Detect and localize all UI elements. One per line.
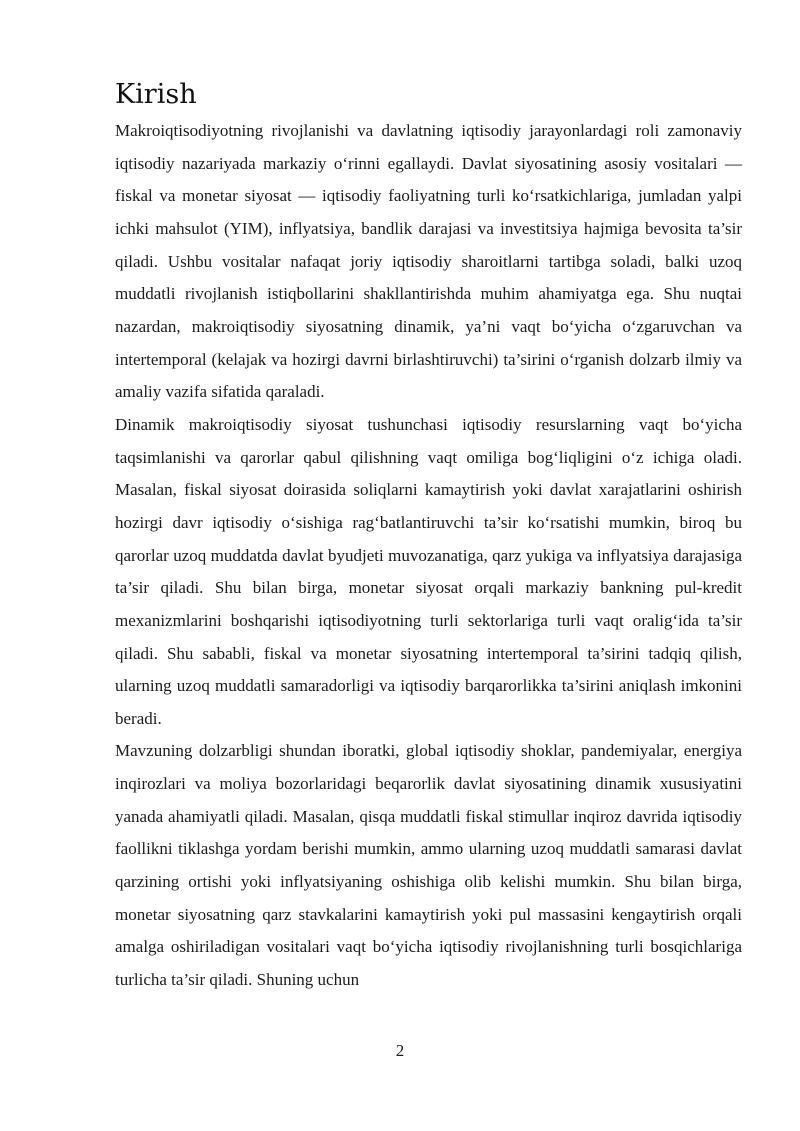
paragraph: Mavzuning dolzarbligi shundan iboratki, global iqtisodiy shoklar, pandemiyalar, energiya inqirozlari va moliya bozorlaridagi beqarorlik davlat siyosatining dinamik xususiyatini yanada ahamiyatli qiladi. Masalan, qisqa muddatli fiskal stimullar inqiroz davrida iqtisodiy faollikni tiklashga yordam berishi mumkin, ammo ularning uzoq muddatli samarasi davlat qarzining ortishi yoki inflyatsiyaning oshishiga olib kelishi mumkin. Shu bilan birga, monetar siyosatning qarz stavkalarini kamaytirish yoki pul massasini kengaytirish orqali amalga oshiriladigan vositalari vaqt bo‘yicha iqtisodiy rivojlanishning turli bosqichlariga turlicha ta’sir qiladi. Shuning uchun	[115, 741, 742, 990]
page-number: 2	[395, 1041, 405, 1060]
paragraph: Makroiqtisodiyotning rivojlanishi va davlatning iqtisodiy jarayonlardagi roli zamonaviy iqtisodiy nazariyada markaziy o‘rinni egallaydi. Davlat siyosatining asosiy vositalari — fiskal va monetar siyosat — iqtisodiy faoliyatning turli ko‘rsatkichlariga, jumladan yalpi ichki mahsulot (YIM), inflyatsiya, bandlik darajasi va investitsiya hajmiga bevosita ta’sir qiladi. Ushbu vositalar nafaqat joriy iqtisodiy sharoitlarni tartibga soladi, balki uzoq muddatli rivojlanish istiqbollarini shakllantirishda muhim ahamiyatga ega. Shu nuqtai nazardan, makroiqtisodiy siyosatning dinamik, ya’ni vaqt bo‘yicha o‘zgaruvchan va intertemporal (kelajak va hozirgi davrni birlashtiruvchi) ta’sirini o‘rganish dolzarb ilmiy va amaliy vazifa sifatida qaraladi.	[115, 121, 742, 402]
body-text	[115, 115, 742, 997]
section-heading: Kirish	[115, 79, 197, 110]
paragraph: Dinamik makroiqtisodiy siyosat tushunchasi iqtisodiy resurslarning vaqt bo‘yicha taqsimlanishi va qarorlar qabul qilishning vaqt omiliga bog‘liqligini o‘z ichiga oladi. Masalan, fiskal siyosat doirasida soliqlarni kamaytirish yoki davlat xarajatlarini oshirish hozirgi davr iqtisodiy o‘sishiga rag‘batlantiruvchi ta’sir ko‘rsatishi mumkin, biroq bu qarorlar uzoq muddatda davlat byudjeti muvozanatiga, qarz yukiga va inflyatsiya darajasiga ta’sir qiladi. Shu bilan birga, monetar siyosat orqali markaziy bankning pul-kredit mexanizmlarini boshqarishi iqtisodiyotning turli sektorlariga turli vaqt oralig‘ida ta’sir qiladi. Shu sababli, fiskal va monetar siyosatning intertemporal ta’sirini tadqiq qilish, ularning uzoq muddatli samaradorligi va iqtisodiy barqarorlikka ta’sirini aniqlash imkonini beradi.	[115, 414, 742, 728]
